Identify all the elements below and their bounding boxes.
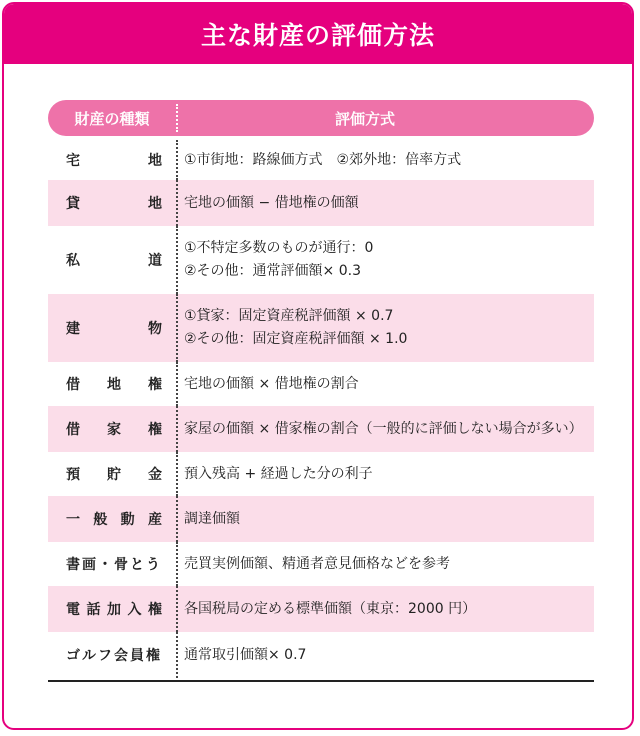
header-valuation-method: 評価方式: [334, 109, 395, 128]
column-divider: [176, 406, 178, 452]
column-divider: [176, 496, 178, 542]
asset-type-char: 産: [147, 512, 162, 528]
valuation-method-line: ①市街地：路線価方式 ②郊外地：倍率方式: [184, 151, 462, 168]
valuation-method-line: 家屋の価額 × 借家権の割合（一般的に評価しない場合が多い）: [184, 420, 583, 437]
valuation-method-line: ②その他：固定資産税評価額 × 1.0: [184, 331, 408, 347]
valuation-method-cell: [176, 418, 594, 441]
asset-type-cell: 書画・骨とう: [66, 557, 162, 573]
valuation-method-cell: [176, 508, 594, 531]
asset-type-char: 物: [148, 321, 162, 337]
asset-type-char: 地: [107, 377, 121, 393]
asset-type-char: 地: [148, 196, 162, 212]
asset-type-cell: [48, 318, 176, 338]
table-row: [48, 294, 594, 362]
asset-type-char: 一: [66, 512, 80, 528]
column-divider: [176, 180, 178, 226]
valuation-method-line: 宅地の価額 × 借地権の割合: [184, 375, 359, 392]
valuation-table: [48, 100, 594, 682]
asset-type-cell: [48, 193, 176, 213]
column-divider: [176, 542, 178, 586]
valuation-method-cell: [176, 149, 594, 172]
valuation-method-cell: [176, 463, 594, 486]
asset-type-char: 加: [107, 602, 121, 618]
valuation-method-line: 各国税局の定める標準価額（東京：2000 円）: [184, 600, 477, 617]
table-bottom-rule: [48, 680, 594, 682]
table-row: [48, 226, 594, 294]
valuation-method-cell: [176, 373, 594, 396]
asset-type-char: 権: [148, 602, 162, 618]
table-row: [48, 586, 594, 632]
column-divider: [176, 362, 178, 406]
asset-type-char: 貸: [66, 196, 80, 212]
asset-type-char: 権: [148, 377, 162, 393]
asset-type-char: 権: [148, 422, 162, 438]
valuation-method-cell: [176, 237, 594, 283]
table-row: [48, 496, 594, 542]
valuation-method-line: 預入残高 + 経過した分の利子: [184, 465, 373, 482]
asset-type-char: 借: [66, 422, 80, 438]
asset-type-cell: [48, 150, 176, 170]
table-row: [48, 406, 594, 452]
table-row: [48, 362, 594, 406]
page-title: 主な財産の評価方法: [4, 4, 632, 64]
valuation-method-line: ①貸家：固定資産税評価額 × 0.7: [184, 308, 394, 324]
asset-type-cell: [48, 374, 176, 394]
asset-type-char: 般: [93, 512, 108, 528]
valuation-method-cell: [176, 553, 594, 576]
valuation-method-line: ②その他：通常評価額× 0.3: [184, 263, 361, 279]
asset-type-cell: [48, 419, 176, 439]
header-asset-type: 財産の種類: [74, 109, 150, 128]
asset-type-char: 道: [148, 253, 162, 269]
asset-type-char: 動: [120, 512, 135, 528]
asset-type-char: 貯: [107, 467, 121, 483]
asset-type-char: 借: [66, 377, 80, 393]
asset-type-char: 私: [66, 253, 80, 269]
asset-type-char: 入: [127, 602, 142, 618]
asset-type-char: 地: [148, 153, 162, 169]
table-row: [48, 180, 594, 226]
column-divider: [176, 452, 178, 496]
valuation-method-line: 宅地の価額 − 借地権の価額: [184, 194, 359, 211]
table-row: [48, 542, 594, 586]
asset-type-char: 金: [148, 467, 162, 483]
column-divider: [176, 632, 178, 678]
asset-type-cell: ゴルフ会員権: [66, 648, 162, 664]
valuation-method-line: ①不特定多数のものが通行：0: [184, 240, 374, 256]
valuation-method-cell: [176, 644, 594, 667]
table-row: [48, 632, 594, 678]
asset-type-char: 家: [107, 422, 121, 438]
valuation-method-line: 調達価額: [184, 510, 240, 527]
asset-type-char: 電: [66, 602, 80, 618]
valuation-method-line: 通常取引価額× 0.7: [184, 646, 307, 663]
column-divider: [176, 226, 178, 294]
header-divider: [176, 104, 178, 132]
asset-type-cell: [48, 599, 176, 619]
valuation-method-cell: [176, 305, 594, 351]
asset-type-cell: [48, 509, 176, 529]
card-frame: [2, 2, 634, 730]
valuation-method-cell: [176, 192, 594, 215]
asset-type-char: 預: [66, 467, 80, 483]
asset-type-char: 宅: [66, 153, 80, 169]
table-row: [48, 452, 594, 496]
column-divider: [176, 140, 178, 180]
asset-type-char: 建: [66, 321, 80, 337]
valuation-method-cell: [176, 598, 594, 621]
column-divider: [176, 294, 178, 362]
table-body: [48, 140, 594, 678]
table-row: [48, 140, 594, 180]
valuation-method-line: 売買実例価額、精通者意見価格などを参考: [184, 555, 450, 572]
asset-type-cell: [48, 464, 176, 484]
asset-type-char: 話: [86, 602, 101, 618]
table-header: [48, 100, 594, 136]
column-divider: [176, 586, 178, 632]
asset-type-cell: [48, 250, 176, 270]
